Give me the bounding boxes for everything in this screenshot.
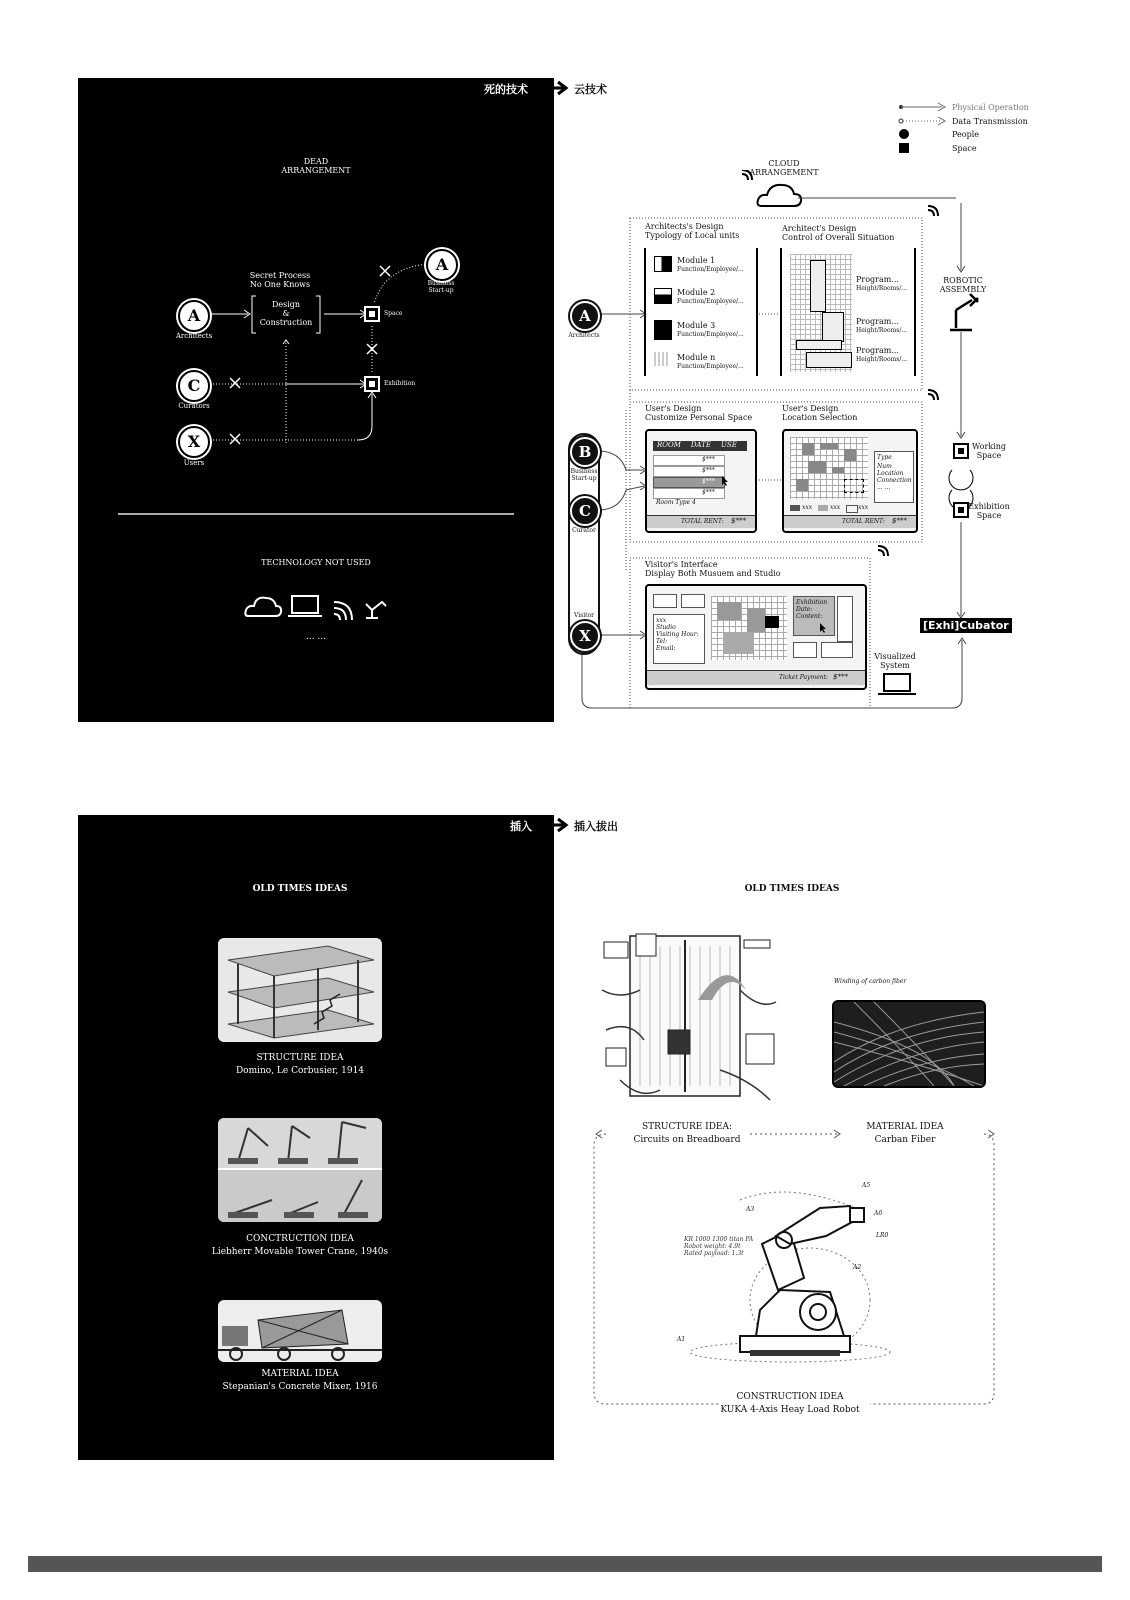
header-left-label-bottom: 插入 xyxy=(510,820,532,833)
business-line1: Business xyxy=(427,280,455,287)
rent-bar xyxy=(647,515,755,528)
carbon-fiber-photo xyxy=(832,1000,986,1088)
selected-cell[interactable] xyxy=(844,479,864,493)
robot-arm-icon xyxy=(366,602,386,618)
module-swatch xyxy=(654,352,670,366)
map-block xyxy=(747,608,765,632)
user-design-line2: Customize Personal Space xyxy=(645,413,753,422)
right-material-sub: Carban Fiber xyxy=(874,1135,936,1145)
location-info-card xyxy=(874,451,914,503)
users-label: Users xyxy=(183,459,205,467)
left-idea-sub: Liebherr Movable Tower Crane, 1940s xyxy=(211,1247,389,1257)
space-square-icon xyxy=(899,143,909,153)
table-head-room: ROOM xyxy=(657,441,681,449)
exhibition-space-label xyxy=(966,502,1012,520)
architects-label-right: Architects xyxy=(568,332,600,339)
right-old-ideas-title: OLD TIMES IDEAS xyxy=(744,884,840,894)
header-left-label: 死的技术 xyxy=(484,83,528,96)
robot-arm-icon xyxy=(950,294,978,330)
occupied-cell xyxy=(802,443,814,455)
user-design-title xyxy=(645,404,752,422)
curators-node-c: C xyxy=(178,370,210,402)
studio-info: xxx xyxy=(656,617,667,624)
program-sub: Height/Rooms/... xyxy=(856,327,908,334)
table-head-use: USE xyxy=(721,441,737,449)
business-label-right xyxy=(562,468,606,482)
module-sub: Function/Employee/... xyxy=(677,266,744,273)
robotic-assembly-label xyxy=(934,276,992,294)
left-idea-title: CONCTRUCTION IDEA xyxy=(246,1234,354,1244)
arch-design-line2: Typology of Local units xyxy=(645,231,740,240)
curator-label-right: Curator xyxy=(572,527,596,534)
legend-xxx: xxx xyxy=(802,504,813,511)
axis-label: A5 xyxy=(862,1182,871,1189)
cloud-icon xyxy=(758,185,802,206)
cloud-title-line2: ARRANGEMENT xyxy=(749,168,819,177)
legend-swatch xyxy=(846,505,858,513)
visitor-node-x: X xyxy=(570,621,600,651)
mixer-sketch xyxy=(218,1300,382,1362)
module-sub: Function/Employee/... xyxy=(677,331,744,338)
customize-space-window xyxy=(645,429,757,533)
site-block xyxy=(796,340,842,350)
left-idea-sub: Stepanian's Concrete Mixer, 1916 xyxy=(222,1382,378,1392)
ticket-bar xyxy=(647,670,865,685)
occupied-cell xyxy=(808,461,826,473)
map-block xyxy=(717,602,741,620)
legend-xxx: xxx xyxy=(858,504,869,511)
user-loc-line1: User's Design xyxy=(782,404,839,413)
secret-process-label xyxy=(244,271,316,289)
legend-xxx: xxx xyxy=(830,504,841,511)
module-sub: Function/Employee/... xyxy=(677,298,744,305)
header-arrow-icon xyxy=(538,817,570,833)
robotic-line1: ROBOTIC xyxy=(943,276,983,285)
legend-swatch xyxy=(818,505,828,511)
architects-node-a: A xyxy=(178,300,210,332)
space-label: Space xyxy=(384,310,403,317)
loc-info-location: Location xyxy=(877,470,904,477)
working-space-label xyxy=(968,442,1010,460)
speech-bubble xyxy=(653,594,677,608)
crane-sketch xyxy=(218,1118,382,1222)
side-panel xyxy=(837,596,853,642)
working-line1: Working xyxy=(972,442,1006,451)
program-name: Program... xyxy=(856,317,899,326)
legend-data: Data Transmission xyxy=(952,117,1028,126)
visitor-if-line2: Display Both Musuem and Studio xyxy=(645,569,781,578)
total-rent-label: TOTAL RENT: xyxy=(681,518,724,525)
fiber-note: Winding of carbon fiber xyxy=(834,978,907,985)
speech-bubble xyxy=(821,642,853,658)
user-loc-title xyxy=(782,404,857,422)
map-block-dark xyxy=(765,616,779,628)
loc-info-more: ... ... xyxy=(877,484,891,491)
laptop-icon xyxy=(292,596,318,613)
crane-photo xyxy=(218,1118,382,1222)
mixer-photo xyxy=(218,1300,382,1362)
exh-info: Exhibition xyxy=(796,599,828,606)
studio-info-card xyxy=(653,614,705,664)
occupied-cell xyxy=(796,479,808,491)
robotic-line2: ASSEMBLY xyxy=(939,285,987,294)
exh-line1: Exhibition xyxy=(968,502,1010,511)
header-right-label-bottom: 插入拔出 xyxy=(574,820,618,833)
studio-info: Email: xyxy=(656,645,676,652)
module-name: Module 1 xyxy=(677,256,716,265)
business-node-a: A xyxy=(426,249,458,281)
exh-line2: Space xyxy=(976,511,1002,520)
loc-info-connection: Connection xyxy=(877,477,912,484)
curator-node-c: C xyxy=(570,496,600,526)
user-loc-line2: Location Selection xyxy=(782,413,858,422)
room-price: $*** xyxy=(702,489,715,496)
architects-node-a-right: A xyxy=(570,301,600,331)
rent-bar xyxy=(784,515,916,528)
axis-label: A6 xyxy=(874,1210,883,1217)
room-name: Room Type 4 xyxy=(656,499,696,506)
studio-info: Tel: xyxy=(656,638,668,645)
business-right-line1: Business xyxy=(570,468,598,475)
module-swatch xyxy=(654,256,672,272)
axis-label: A2 xyxy=(853,1264,862,1271)
module-swatch xyxy=(654,320,672,340)
left-idea-title: MATERIAL IDEA xyxy=(261,1369,339,1379)
exhicubator-badge: [Exhi]Cubator xyxy=(920,618,1012,633)
business-right-line2: Start-up xyxy=(571,475,597,482)
design-line2: & xyxy=(282,309,290,318)
room-table-header xyxy=(653,441,747,451)
design-construction-box xyxy=(254,300,318,327)
right-structure-title: STRUCTURE IDEA: xyxy=(641,1122,733,1132)
occupied-cell xyxy=(844,449,856,461)
right-construction-sub: KUKA 4-Axis Heay Load Robot xyxy=(720,1405,860,1415)
footer-bar xyxy=(28,1556,1102,1572)
total-rent-price: $*** xyxy=(892,517,907,525)
module-sub: Function/Employee/... xyxy=(677,363,744,370)
arch-design-title xyxy=(645,222,739,240)
ticket-price: $*** xyxy=(833,673,848,681)
robot-spec-line: Robot weight: 4.9t xyxy=(684,1243,741,1250)
business-node-b: B xyxy=(570,437,600,467)
header-right-label: 云技术 xyxy=(574,83,607,96)
arch-control-line1: Architect's Design xyxy=(782,224,857,233)
loc-info-num: Num xyxy=(877,463,892,470)
legend-space: Space xyxy=(952,144,977,153)
table-head-date: DATE xyxy=(690,441,711,449)
cursor-icon xyxy=(721,475,731,487)
occupied-cell xyxy=(820,443,838,449)
cursor-icon xyxy=(819,622,829,634)
robot-spec xyxy=(684,1236,753,1257)
program-name: Program... xyxy=(856,275,899,284)
site-block xyxy=(810,260,826,312)
users-node-x: X xyxy=(178,426,210,458)
module-name: Module 2 xyxy=(677,288,716,297)
axis-label: A1 xyxy=(677,1336,686,1343)
dead-title-line1: DEAD xyxy=(303,157,329,166)
module-swatch xyxy=(654,288,672,304)
tech-not-used-title: TECHNOLOGY NOT USED xyxy=(261,558,371,567)
dead-diagram-lines xyxy=(78,78,554,722)
studio-info: Visiting Hour: xyxy=(656,631,699,638)
dead-title-line2: ARRANGEMENT xyxy=(281,166,351,175)
curators-label: Curators xyxy=(178,402,210,410)
user-design-line1: User's Design xyxy=(645,404,702,413)
carbon-fiber-texture xyxy=(834,1002,984,1086)
room-price: $*** xyxy=(702,478,715,485)
total-rent-label: TOTAL RENT: xyxy=(842,518,885,525)
program-sub: Height/Rooms/... xyxy=(856,285,908,292)
people-dot-icon xyxy=(899,129,909,139)
left-old-ideas-title: OLD TIMES IDEAS xyxy=(252,884,348,894)
module-name: Module n xyxy=(677,353,716,362)
working-line2: Space xyxy=(976,451,1002,460)
right-material-title: MATERIAL IDEA xyxy=(866,1122,944,1132)
axis-label: LR0 xyxy=(876,1232,889,1239)
right-structure-sub: Circuits on Breadboard xyxy=(633,1135,741,1145)
robot-spec-line: Rated payload: 1.3t xyxy=(684,1250,744,1257)
business-line2: Start-up xyxy=(428,287,454,294)
cloud-icon xyxy=(245,598,281,616)
arch-control-title xyxy=(782,224,894,242)
visualized-system-label xyxy=(872,652,918,670)
arch-control-line2: Control of Overall Situation xyxy=(782,233,895,242)
legend-physical: Physical Operation xyxy=(952,103,1029,112)
visualized-line1: Visualized xyxy=(874,652,916,661)
visitor-if-title xyxy=(645,560,781,578)
room-price: $*** xyxy=(702,467,715,474)
module-name: Module 3 xyxy=(677,321,716,330)
laptop-icon xyxy=(878,674,916,694)
visualized-line2: System xyxy=(880,661,910,670)
speech-bubble xyxy=(681,594,705,608)
site-block xyxy=(806,352,852,368)
loc-info-type: Type xyxy=(877,454,892,461)
domino-structure-sketch xyxy=(218,938,382,1042)
domino-photo xyxy=(218,938,382,1042)
speech-bubble xyxy=(793,642,817,658)
visitor-if-line1: Visitor's Interface xyxy=(645,560,718,569)
secret-line1: Secret Process xyxy=(249,271,311,280)
program-name: Program... xyxy=(856,346,899,355)
visitor-label-right: Visitor xyxy=(573,612,595,619)
legend-swatch xyxy=(790,505,800,511)
total-rent-price: $*** xyxy=(731,517,746,525)
physical-arrow-icon xyxy=(898,102,948,112)
legend-people: People xyxy=(952,130,979,139)
left-idea-title: STRUCTURE IDEA xyxy=(256,1053,344,1063)
right-construction-title: CONSTRUCTION IDEA xyxy=(736,1392,844,1402)
breadboard-illustration xyxy=(600,930,780,1110)
secret-line2: No One Knows xyxy=(249,280,311,289)
ticket-label: Ticket Payment: xyxy=(779,674,829,681)
tech-icons xyxy=(244,592,394,620)
site-block xyxy=(822,312,844,342)
tech-ellipsis: ... ... xyxy=(305,632,327,642)
robot-spec-line: KR 1000 1300 titan PA xyxy=(684,1236,754,1243)
exh-info: Content: xyxy=(796,613,823,620)
arch-design-line1: Architects's Design xyxy=(645,222,724,231)
wifi-icon xyxy=(334,602,352,620)
exhibition-label: Exhibition xyxy=(384,380,416,387)
design-line3: Construction xyxy=(259,318,313,327)
room-price: $*** xyxy=(702,456,715,463)
business-label xyxy=(418,280,464,294)
cloud-title-line1: CLOUD xyxy=(768,159,800,168)
visitor-interface-window xyxy=(645,584,867,690)
location-select-window xyxy=(782,429,918,533)
design-line1: Design xyxy=(271,300,301,309)
studio-info: Studio xyxy=(656,624,676,631)
exh-info: Date: xyxy=(796,606,813,613)
data-arrow-icon xyxy=(898,116,948,126)
left-idea-sub: Domino, Le Corbusier, 1914 xyxy=(235,1066,365,1076)
architects-label: Architects xyxy=(175,332,213,340)
kuka-robot-illustration xyxy=(680,1180,910,1372)
program-sub: Height/Rooms/... xyxy=(856,356,908,363)
occupied-cell xyxy=(832,467,844,473)
axis-label: A3 xyxy=(746,1206,755,1213)
map-block xyxy=(723,632,753,654)
